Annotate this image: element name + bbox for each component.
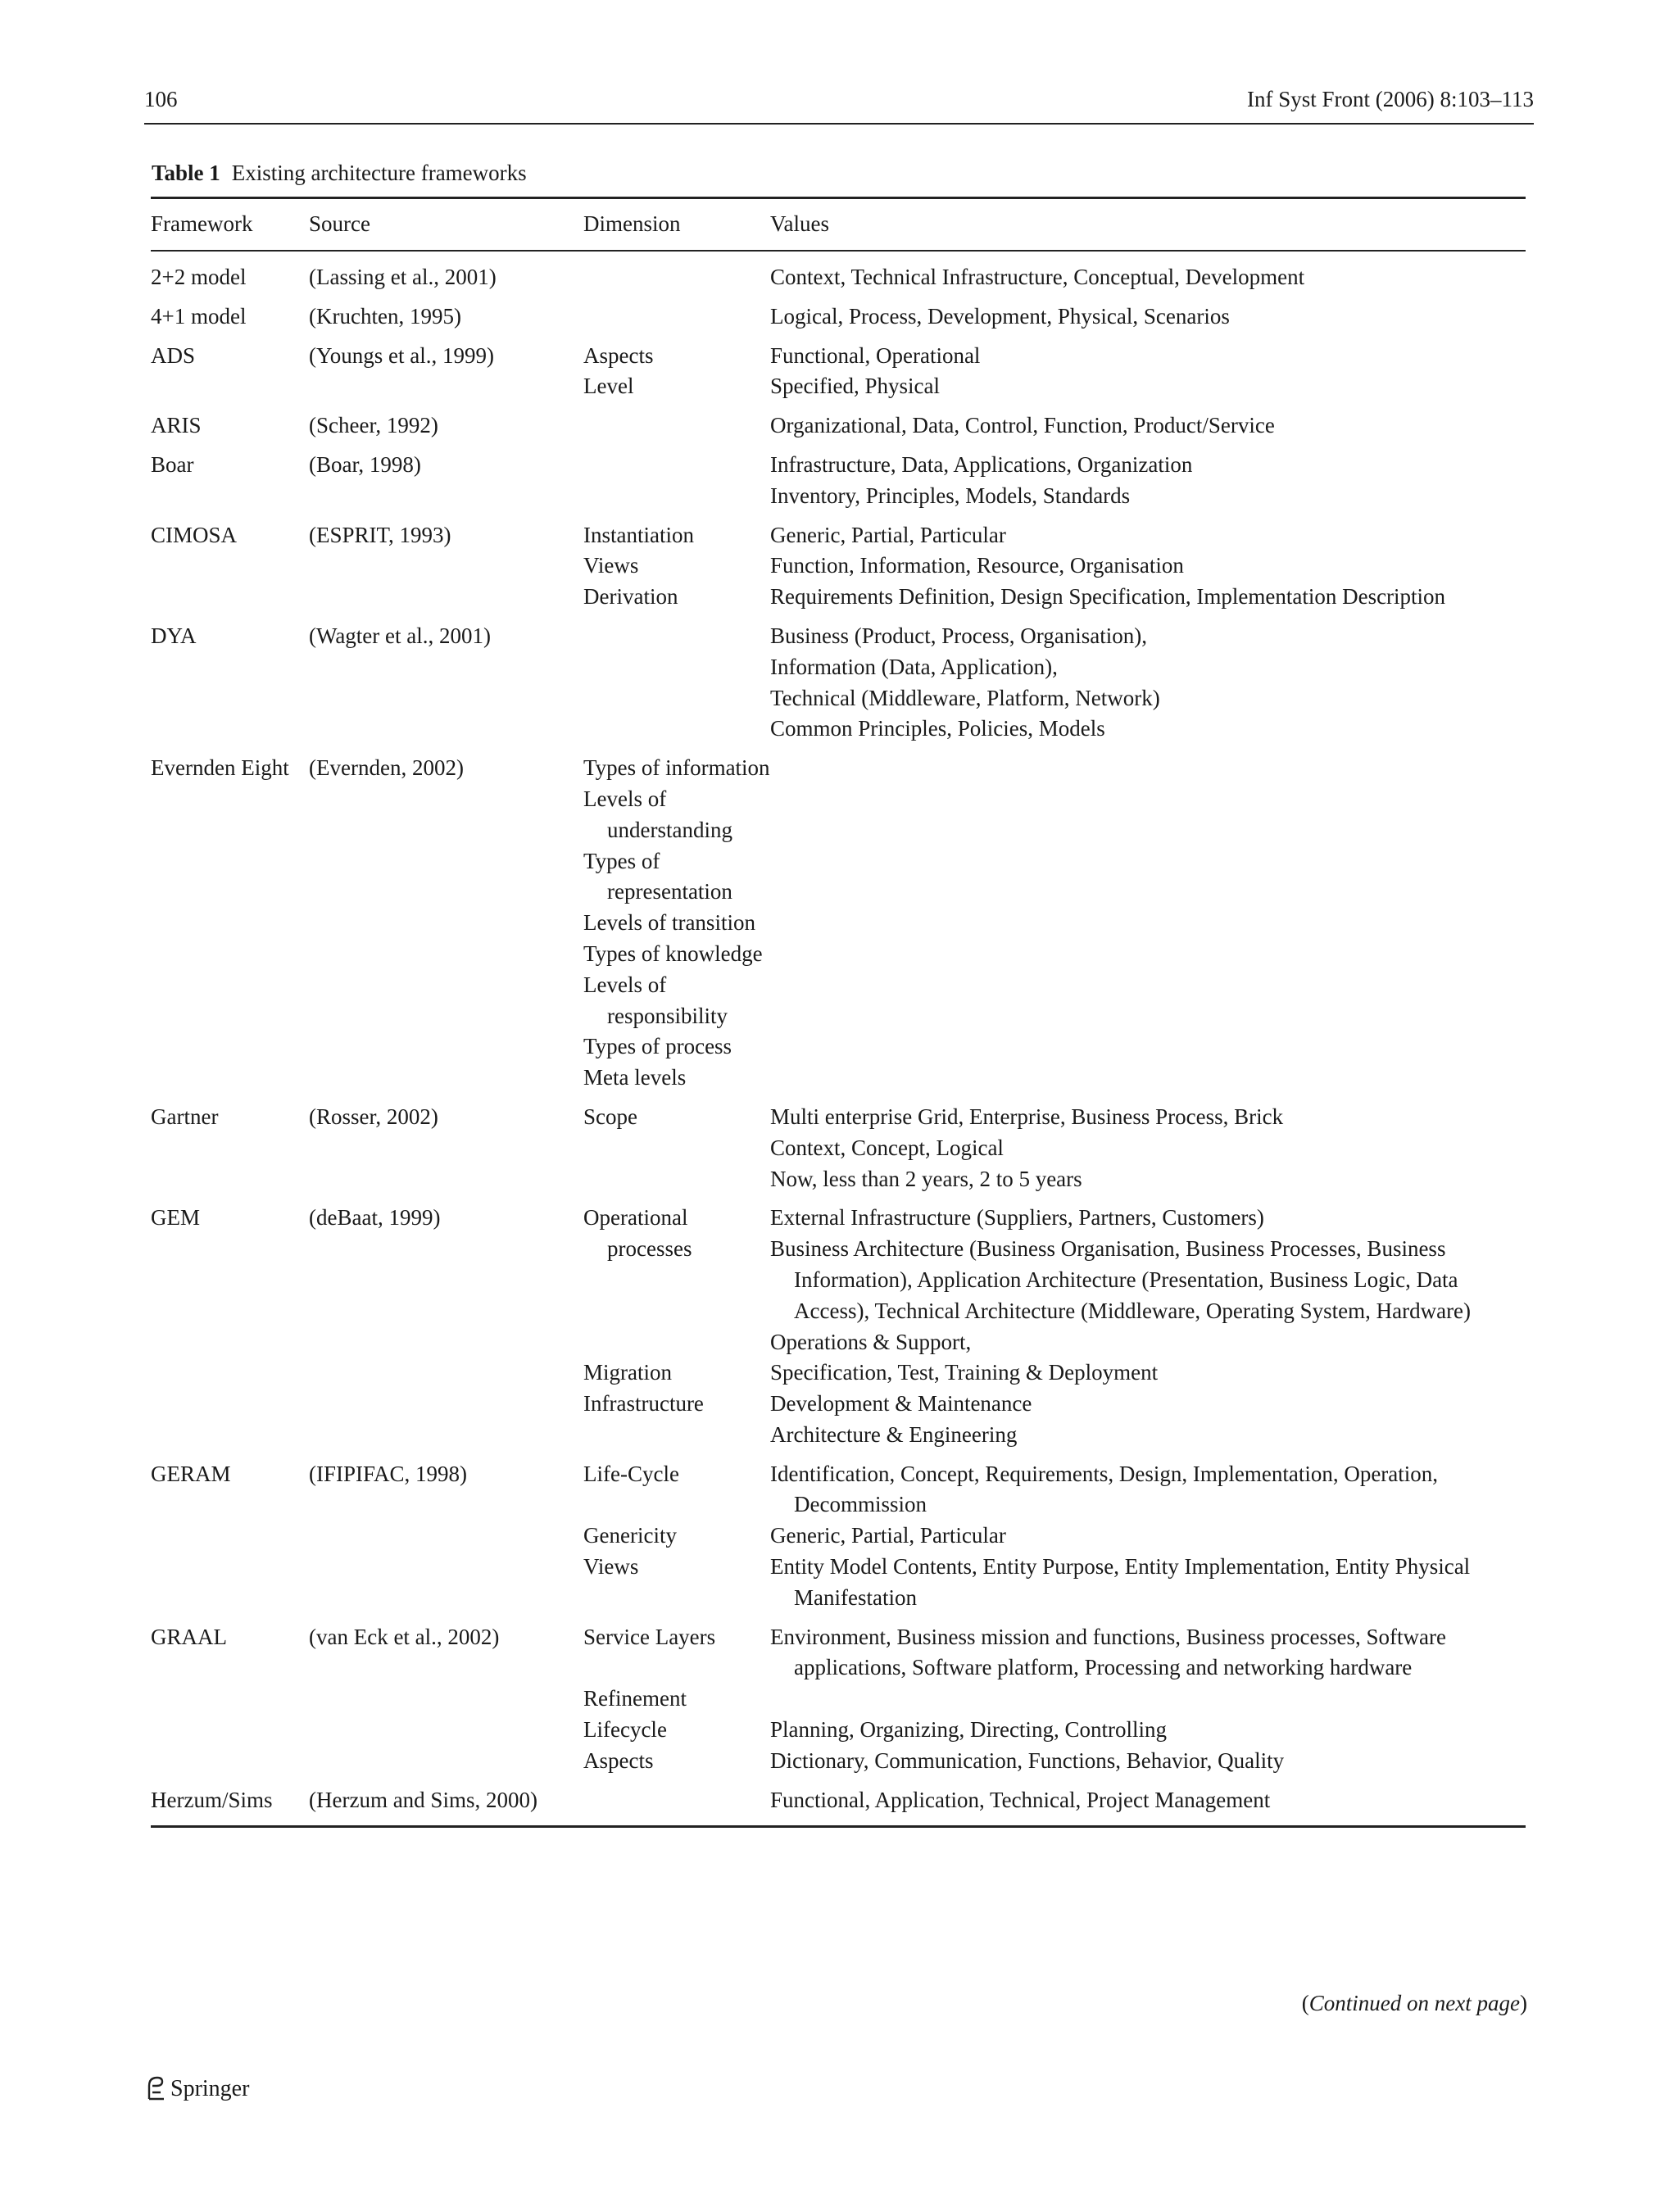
dimension-cell <box>583 1102 770 1194</box>
value-line: Inventory, Principles, Models, Standards <box>770 483 1131 508</box>
table-header-row <box>151 199 1526 250</box>
framework-cell <box>151 1102 309 1194</box>
value-line: External Infrastructure (Suppliers, Partners, Customers) <box>770 1205 1264 1231</box>
source-cell: (Boar, 1998) <box>309 451 421 477</box>
framework-cell <box>151 753 309 1094</box>
framework-name: CIMOSA <box>151 522 238 547</box>
dimension-line: Instantiation <box>583 522 694 547</box>
dimension-cell <box>583 1785 770 1816</box>
value-line: Specification, Test, Training & Deployment <box>770 1360 1159 1385</box>
value-line: Information (Data, Application), <box>770 654 1058 679</box>
value-line <box>770 1684 1526 1715</box>
dimension-line: Views <box>583 553 639 578</box>
frameworks-table <box>151 197 1526 1828</box>
values-cell <box>770 410 1526 442</box>
dimension-line: Levels of understanding <box>583 786 732 842</box>
table-caption <box>152 161 527 186</box>
framework-name: Evernden Eight <box>151 755 289 781</box>
values-cell <box>770 301 1526 333</box>
publisher-footer <box>144 2074 249 2102</box>
dimension-line: Types of process <box>583 1034 732 1059</box>
journal-citation: Inf Syst Front (2006) 8:103–113 <box>1247 87 1534 111</box>
source-cell: (Scheer, 1992) <box>309 413 438 438</box>
framework-cell <box>151 262 309 293</box>
framework-cell <box>151 1203 309 1450</box>
value-line: Functional, Operational <box>770 342 981 368</box>
framework-name: DYA <box>151 623 197 648</box>
table-row <box>151 262 1526 301</box>
dimension-line: Genericity <box>583 1523 677 1548</box>
value-line: Infrastructure, Data, Applications, Organization <box>770 451 1193 477</box>
values-cell <box>770 262 1526 293</box>
table-row <box>151 410 1526 450</box>
value-line: Architecture & Engineering <box>770 1421 1018 1447</box>
dimension-line <box>583 1489 770 1521</box>
dimension-line: Lifecycle <box>583 1717 667 1743</box>
source-cell: (van Eck et al., 2002) <box>309 1624 500 1649</box>
table-row <box>151 1622 1526 1785</box>
table-row <box>151 520 1526 621</box>
dimension-cell <box>583 1203 770 1450</box>
dimension-line: Types of information <box>583 755 770 781</box>
dimension-line: Aspects <box>583 1747 654 1773</box>
source-cell: (Lassing et al., 2001) <box>309 265 497 289</box>
values-cell <box>770 1102 1526 1194</box>
source-cell: (Wagter et al., 2001) <box>309 623 491 648</box>
dimension-cell <box>583 262 770 293</box>
framework-name: GRAAL <box>151 1624 227 1649</box>
value-line: Environment, Business mission and functions, Business processes, Software applications, Software platform, Processing and networking hardware <box>770 1624 1446 1680</box>
dimension-cell <box>583 301 770 333</box>
framework-cell <box>151 450 309 512</box>
dimension-line: Level <box>583 374 634 399</box>
value-line: Now, less than 2 years, 2 to 5 years <box>770 1166 1082 1191</box>
publisher-name: Springer <box>170 2076 250 2101</box>
table-row <box>151 1102 1526 1203</box>
dimension-cell <box>583 1622 770 1777</box>
column-header-framework: Framework <box>151 211 253 236</box>
value-line: Context, Concept, Logical <box>770 1135 1004 1160</box>
framework-name: Herzum/Sims <box>151 1787 273 1812</box>
value-line: Requirements Definition, Design Specification, Implementation Description <box>770 584 1446 610</box>
table-title: Existing architecture frameworks <box>231 161 527 185</box>
dimension-line: Service Layers <box>583 1624 716 1649</box>
dimension-cell <box>583 621 770 745</box>
framework-name: GEM <box>151 1205 200 1231</box>
framework-cell <box>151 410 309 442</box>
page-number: 106 <box>144 87 178 111</box>
table-row <box>151 301 1526 341</box>
value-line: Context, Technical Infrastructure, Conceptual, Development <box>770 265 1305 289</box>
value-line: Function, Information, Resource, Organisation <box>770 553 1184 578</box>
framework-cell <box>151 520 309 613</box>
source-cell: (Evernden, 2002) <box>309 755 464 781</box>
framework-cell <box>151 341 309 403</box>
dimension-line: Infrastructure <box>583 1391 704 1416</box>
dimension-line: Refinement <box>583 1686 687 1711</box>
value-line: Generic, Partial, Particular <box>770 522 1006 547</box>
value-line: Specified, Physical <box>770 374 940 399</box>
dimension-line <box>583 1327 770 1358</box>
value-line: Identification, Concept, Requirements, Design, Implementation, Operation, Decommission <box>770 1461 1439 1517</box>
table-bottom-rule <box>151 1825 1526 1828</box>
framework-name: ADS <box>151 342 196 368</box>
values-cell <box>770 621 1526 745</box>
source-cell: (Youngs et al., 1999) <box>309 342 495 368</box>
value-line: Logical, Process, Development, Physical, Scenarios <box>770 303 1230 329</box>
table-row <box>151 753 1526 1102</box>
framework-name: 2+2 model <box>151 265 247 289</box>
source-cell: (deBaat, 1999) <box>309 1205 441 1231</box>
dimension-line: Operational processes <box>583 1205 692 1262</box>
source-cell: (Herzum and Sims, 2000) <box>309 1787 537 1812</box>
dimension-line: Scope <box>583 1104 637 1129</box>
dimension-cell <box>583 410 770 442</box>
dimension-line: Levels of transition <box>583 910 755 936</box>
values-cell <box>770 341 1526 403</box>
value-line: Development & Maintenance <box>770 1391 1032 1416</box>
source-cell: (Rosser, 2002) <box>309 1104 438 1129</box>
table-row <box>151 621 1526 753</box>
framework-name: ARIS <box>151 413 202 438</box>
table-row <box>151 1785 1526 1816</box>
dimension-line: Types of knowledge <box>583 941 763 966</box>
column-header-source: Source <box>309 211 370 236</box>
values-cell <box>770 520 1526 613</box>
values-cell <box>770 753 1526 1094</box>
values-cell <box>770 1203 1526 1450</box>
framework-cell <box>151 621 309 745</box>
framework-name: Gartner <box>151 1104 219 1129</box>
framework-name: GERAM <box>151 1461 231 1486</box>
value-line: Technical (Middleware, Platform, Network) <box>770 685 1160 710</box>
dimension-line: Aspects <box>583 342 654 368</box>
values-cell <box>770 1622 1526 1777</box>
dimension-line: Meta levels <box>583 1065 687 1090</box>
framework-name: Boar <box>151 451 194 477</box>
value-line: Business Architecture (Business Organisation, Business Processes, Business Information), Application Architecture (Presentation, Business Logic, Data Access), Technical Architecture (Middleware, Operating System, Hardware) <box>770 1236 1472 1323</box>
continued-note: (Continued on next page) <box>1301 1991 1527 2015</box>
values-cell <box>770 450 1526 512</box>
value-line: Business (Product, Process, Organisation), <box>770 623 1147 648</box>
values-cell <box>770 1459 1526 1614</box>
dimension-line: Types of representation <box>583 848 732 904</box>
springer-logo-icon <box>144 2074 169 2102</box>
dimension-cell <box>583 753 770 1094</box>
table-label: Table 1 <box>152 161 220 185</box>
value-line: Multi enterprise Grid, Enterprise, Business Process, Brick <box>770 1104 1284 1129</box>
table-row <box>151 1203 1526 1458</box>
source-cell: (Kruchten, 1995) <box>309 303 461 329</box>
value-line: Common Principles, Policies, Models <box>770 716 1105 741</box>
dimension-line <box>583 1296 770 1327</box>
table-row <box>151 341 1526 411</box>
continued-text: Continued on next page <box>1308 1991 1520 2015</box>
values-cell <box>770 1785 1526 1816</box>
value-line: Functional, Application, Technical, Project Management <box>770 1787 1271 1812</box>
dimension-line: Life-Cycle <box>583 1461 679 1486</box>
dimension-cell <box>583 520 770 613</box>
value-line: Operations & Support, <box>770 1329 972 1354</box>
dimension-line: Views <box>583 1554 639 1580</box>
value-line: Generic, Partial, Particular <box>770 1523 1006 1548</box>
framework-name: 4+1 model <box>151 303 247 329</box>
framework-cell <box>151 1785 309 1816</box>
column-header-values: Values <box>770 211 829 236</box>
dimension-cell <box>583 450 770 512</box>
column-header-dimension: Dimension <box>583 211 681 236</box>
dimension-cell <box>583 341 770 403</box>
source-cell: (ESPRIT, 1993) <box>309 522 451 547</box>
table-body <box>151 252 1526 1825</box>
dimension-line: Derivation <box>583 584 678 610</box>
framework-cell <box>151 1622 309 1777</box>
dimension-line: Migration <box>583 1360 672 1385</box>
dimension-line <box>583 1265 770 1296</box>
value-line: Planning, Organizing, Directing, Controlling <box>770 1717 1167 1743</box>
framework-cell <box>151 1459 309 1614</box>
value-line: Dictionary, Communication, Functions, Behavior, Quality <box>770 1747 1285 1773</box>
header-rule <box>144 123 1534 125</box>
framework-cell <box>151 301 309 333</box>
dimension-line: Levels of responsibility <box>583 972 728 1028</box>
table-row <box>151 1459 1526 1622</box>
table-row <box>151 450 1526 520</box>
dimension-line <box>583 1652 770 1684</box>
source-cell: (IFIPIFAC, 1998) <box>309 1461 468 1486</box>
dimension-cell <box>583 1459 770 1614</box>
value-line: Entity Model Contents, Entity Purpose, Entity Implementation, Entity Physical Manifestation <box>770 1554 1471 1610</box>
value-line: Organizational, Data, Control, Function, Product/Service <box>770 413 1275 438</box>
